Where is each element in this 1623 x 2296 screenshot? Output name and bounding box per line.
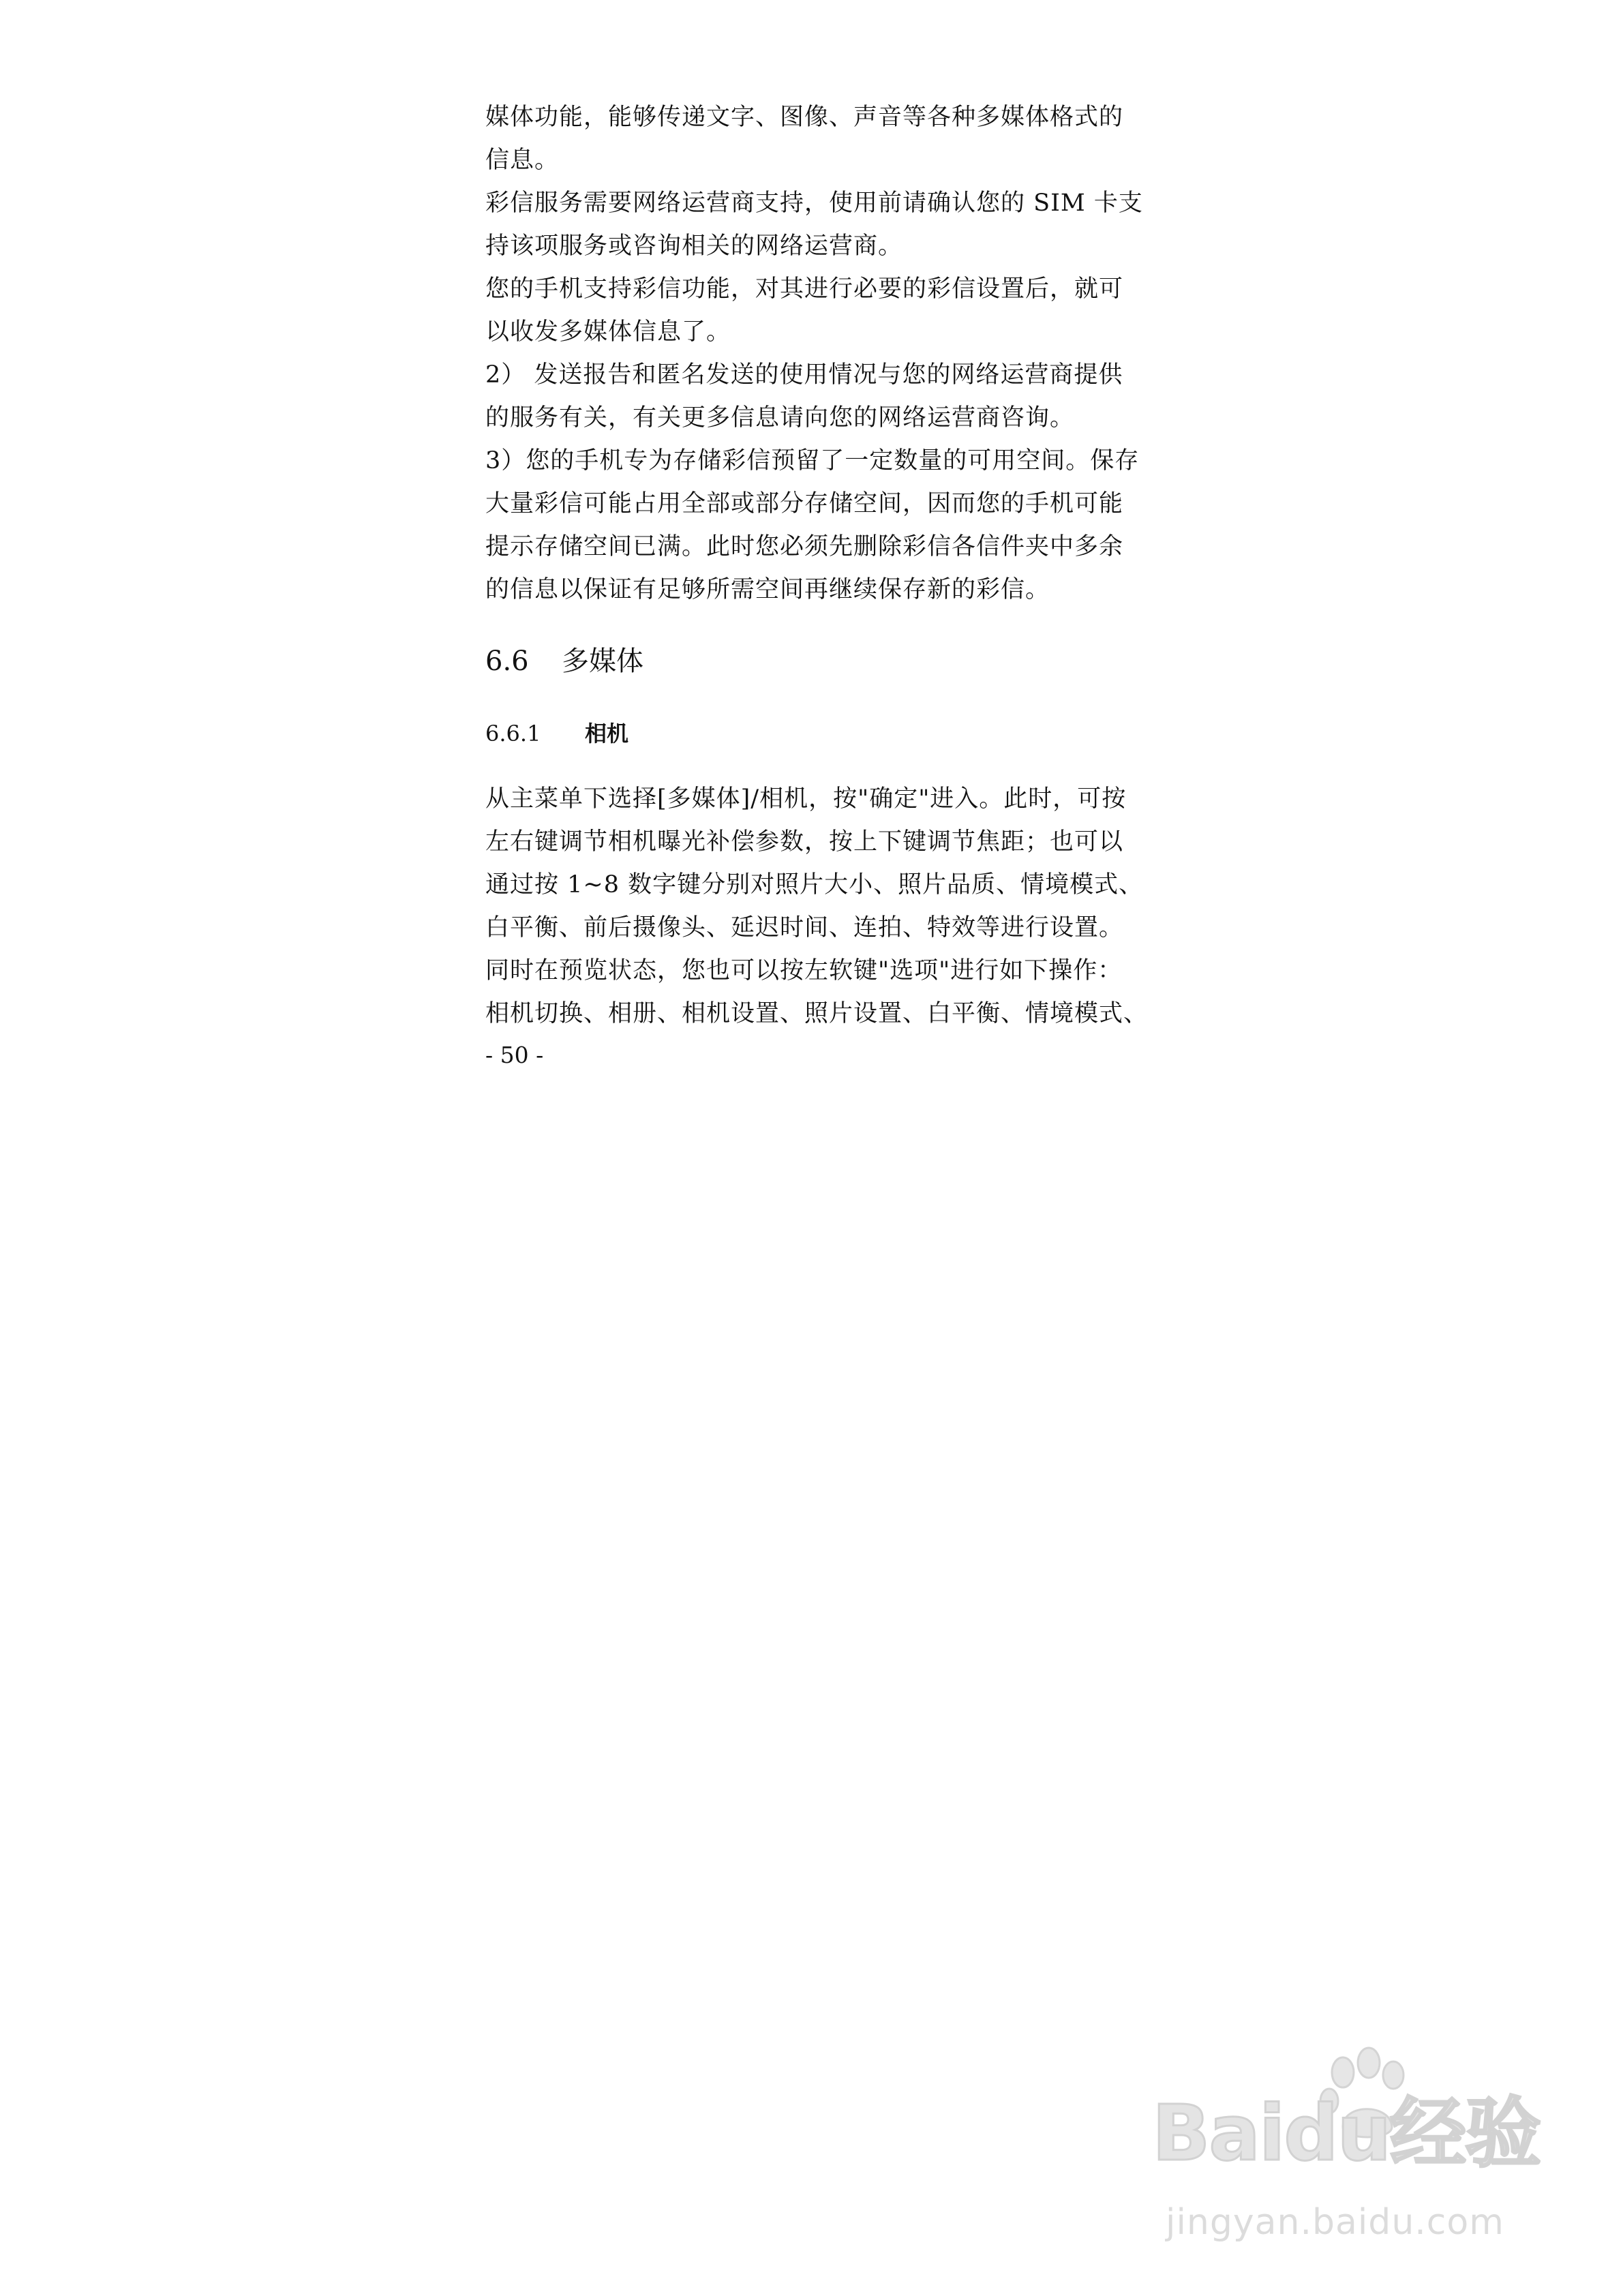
text-line: 左右键调节相机曝光补偿参数，按上下键调节焦距；也可以 — [485, 828, 1124, 856]
section-number: 6.6 — [485, 646, 529, 677]
section-title: 多媒体 — [562, 646, 643, 677]
text-line: 您的手机支持彩信功能，对其进行必要的彩信设置后，就可 — [485, 275, 1124, 303]
text-line: 相机切换、相册、相机设置、照片设置、白平衡、情境模式、 — [485, 1000, 1149, 1027]
text-line: 通过按 1~8 数字键分别对照片大小、照片品质、情境模式、 — [485, 871, 1144, 898]
text-line: 的信息以保证有足够所需空间再继续保存新的彩信。 — [485, 576, 1050, 603]
text-line: 信息。 — [485, 147, 560, 174]
text-line: 从主菜单下选择[多媒体]/相机，按"确定"进入。此时，可按 — [485, 785, 1127, 813]
text-line: 的服务有关，有关更多信息请向您的网络运营商咨询。 — [485, 404, 1075, 432]
section-heading — [485, 645, 643, 678]
text-line: 白平衡、前后摄像头、延迟时间、连拍、特效等进行设置。 — [485, 914, 1124, 941]
subsection-title: 相机 — [585, 721, 629, 746]
text-line: 大量彩信可能占用全部或部分存储空间，因而您的手机可能 — [485, 490, 1124, 517]
text-line: 媒体功能，能够传递文字、图像、声音等各种多媒体格式的 — [485, 104, 1124, 131]
text-line: 2） 发送报告和匿名发送的使用情况与您的网络运营商提供 — [485, 361, 1123, 389]
watermark-logo-text: Baidu经验 — [1152, 2089, 1541, 2178]
text-line: 持该项服务或咨询相关的网络运营商。 — [485, 232, 903, 260]
text-line: 提示存储空间已满。此时您必须先删除彩信各信件夹中多余 — [485, 533, 1124, 560]
text-line: 彩信服务需要网络运营商支持，使用前请确认您的 SIM 卡支 — [485, 190, 1143, 217]
text-line: 以收发多媒体信息了。 — [485, 318, 731, 346]
text-line: 3）您的手机专为存储彩信预留了一定数量的可用空间。保存 — [485, 447, 1140, 474]
text-line: 同时在预览状态，您也可以按左软键"选项"进行如下操作： — [485, 957, 1123, 984]
subsection-heading — [485, 720, 628, 747]
baidu-jingyan-watermark — [1152, 2052, 1541, 2256]
watermark-url: jingyan.baidu.com — [1166, 2202, 1504, 2243]
page-number: - 50 - — [485, 1042, 544, 1068]
subsection-number: 6.6.1 — [485, 721, 541, 746]
